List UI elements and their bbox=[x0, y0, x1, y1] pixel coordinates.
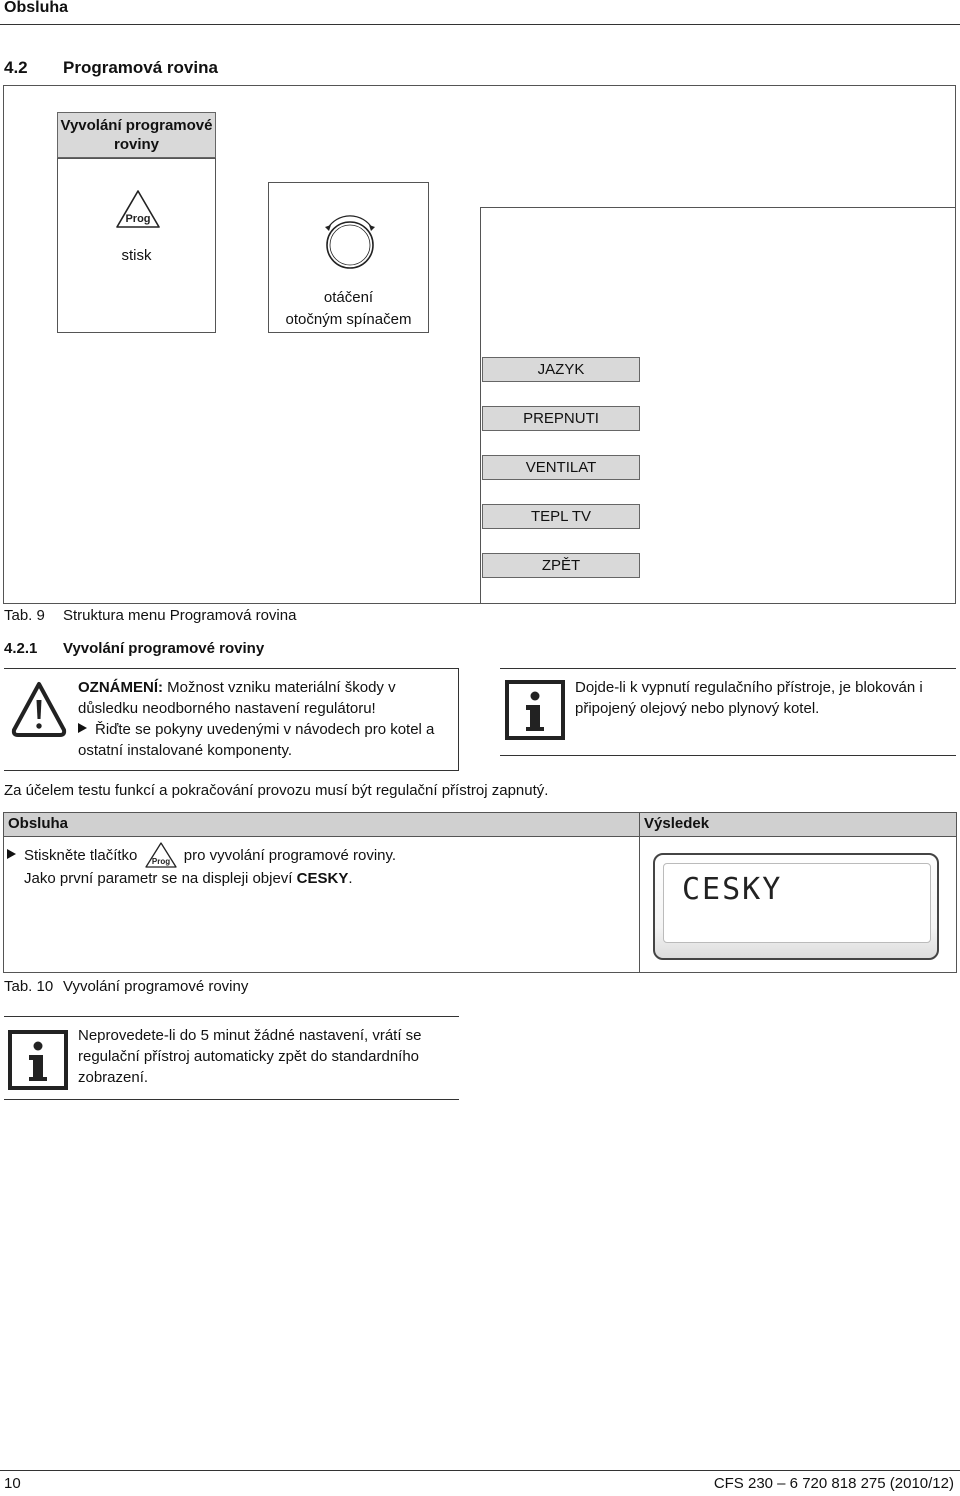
info2-text: Neprovedete-li do 5 minut žádné nastavení, vrátí se regulační přístroj automaticky zpět do standardního zobrazení. bbox=[78, 1027, 422, 1086]
warning-text bbox=[78, 677, 448, 761]
section-title: Programová rovina bbox=[63, 58, 218, 77]
menu-item-tepl-tv: TEPL TV bbox=[482, 504, 640, 529]
menu-item-zpet: ZPĚT bbox=[482, 553, 640, 578]
menu-item-jazyk: JAZYK bbox=[482, 357, 640, 382]
subsection-title: Vyvolání programové roviny bbox=[63, 640, 265, 657]
tab9-label: Tab. 9 bbox=[4, 607, 45, 624]
footer-rule bbox=[0, 1470, 960, 1471]
prog-icon-label: Prog bbox=[125, 213, 151, 225]
warning-bullet: Řiďte se pokyny uvedenými v návodech pro kotel a ostatní instalované komponenty. bbox=[78, 721, 435, 759]
warning-rule-top bbox=[4, 668, 459, 669]
step-text-end: . bbox=[348, 870, 353, 887]
page-number: 10 bbox=[4, 1475, 21, 1492]
table-header-row bbox=[4, 813, 956, 837]
running-header: Obsluha bbox=[4, 0, 69, 16]
press-label: stisk bbox=[121, 247, 152, 264]
rotary-knob-icon bbox=[320, 215, 380, 271]
document-id: CFS 230 – 6 720 818 275 (2010/12) bbox=[713, 1475, 954, 1492]
note-text: Za účelem testu funkcí a pokračování provozu musí být regulační přístroj zapnutý. bbox=[4, 782, 549, 799]
info2-rule-top bbox=[4, 1016, 459, 1017]
warning-triangle-icon bbox=[10, 678, 68, 742]
table-header-result: Výsledek bbox=[644, 815, 710, 832]
warning-body: Možnost vzniku materiální škody v důsledku neodborného nastavení regulátoru! bbox=[78, 679, 396, 717]
menu-item-prepnuti: PREPNUTI bbox=[482, 406, 640, 431]
tab9-title: Struktura menu Programová rovina bbox=[63, 607, 297, 624]
info-icon bbox=[8, 1030, 68, 1090]
section-number: 4.2 bbox=[4, 58, 28, 77]
table-header-operation: Obsluha bbox=[8, 815, 69, 832]
rotate-label-2: otočným spínačem bbox=[285, 311, 412, 328]
tab10-title: Vyvolání programové roviny bbox=[63, 978, 249, 995]
info1-rule-top bbox=[500, 668, 956, 669]
subsection-number: 4.2.1 bbox=[4, 640, 38, 657]
bullet-arrow-icon bbox=[78, 723, 87, 733]
menu-item-ventilat: VENTILAT bbox=[482, 455, 640, 480]
info1-rule-bottom bbox=[500, 755, 956, 756]
step-text-bold: CESKY bbox=[296, 870, 349, 887]
info-icon bbox=[505, 680, 565, 740]
warning-heading: OZNÁMENÍ: bbox=[78, 679, 163, 696]
lcd-text: CESKY bbox=[682, 872, 783, 907]
prog-button-icon bbox=[144, 842, 178, 868]
bullet-arrow-icon bbox=[7, 849, 16, 859]
lcd-screen bbox=[663, 863, 931, 943]
step-text-c: Jako první parametr se na displeji objeví bbox=[24, 870, 293, 887]
step-text-a: Stiskněte tlačítko bbox=[24, 847, 138, 864]
header-rule bbox=[0, 24, 960, 25]
info1-text: Dojde-li k vypnutí regulačního přístroje, je blokován i připojený olejový nebo plynový kotel. bbox=[575, 679, 923, 717]
step-text-b: pro vyvolání programové roviny. bbox=[183, 847, 397, 864]
warning-rule-right bbox=[458, 668, 459, 771]
tab10-label: Tab. 10 bbox=[4, 978, 54, 995]
prog-button-icon bbox=[115, 189, 161, 229]
rotate-step-box bbox=[268, 182, 429, 333]
warning-rule-bottom bbox=[4, 770, 459, 771]
rotate-label-1: otáčení bbox=[323, 289, 374, 306]
operation-step bbox=[7, 842, 627, 889]
press-step-box bbox=[57, 158, 216, 333]
lcd-display bbox=[653, 853, 939, 960]
prog-icon-label: Prog bbox=[151, 857, 170, 866]
table-column-divider bbox=[639, 813, 640, 972]
info2-rule-bottom bbox=[4, 1099, 459, 1100]
diagram-column-head: Vyvolání programové roviny bbox=[57, 112, 216, 158]
